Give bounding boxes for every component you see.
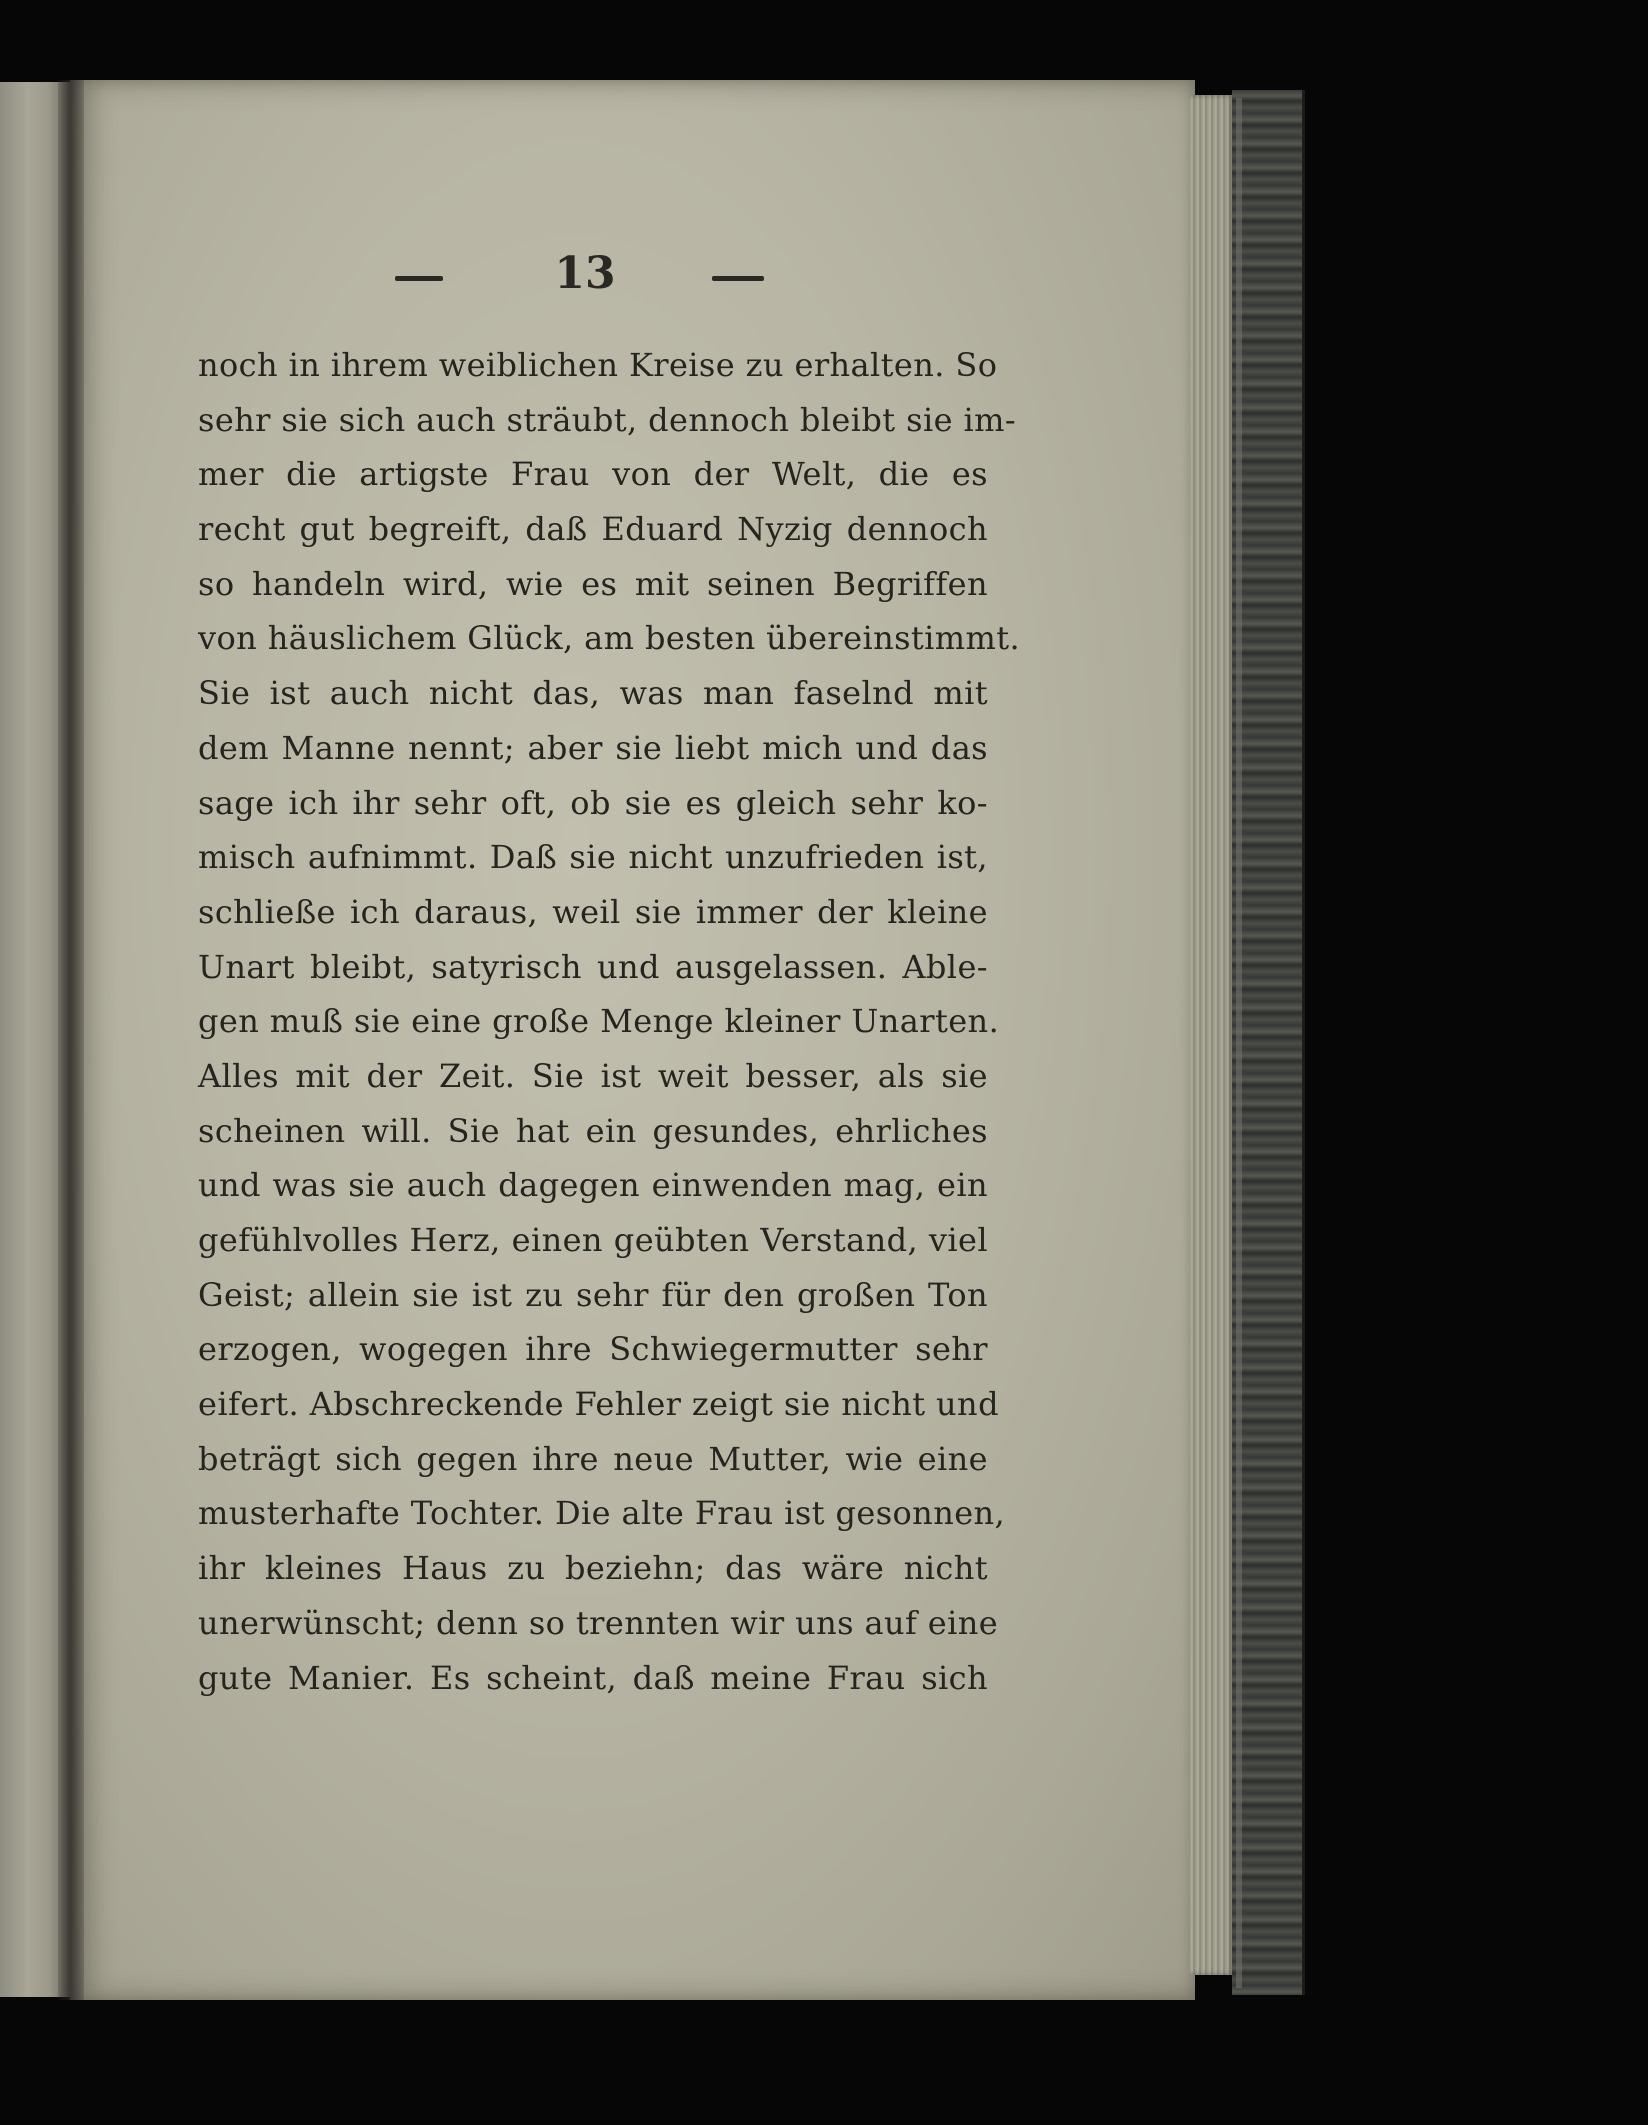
text-line: noch in ihrem weiblichen Kreise zu erhalten. So: [198, 346, 998, 384]
text-line: gefühlvolles Herz, einen geübten Verstand, viel: [198, 1221, 988, 1259]
text-line: Unart bleibt, satyrisch und ausgelassen. Able-: [198, 947, 988, 986]
running-header: [0, 248, 1648, 308]
text-line: von häuslichem Glück, am besten übereinstimmt.: [198, 619, 1021, 658]
text-line: misch aufnimmt. Daß sie nicht unzufrieden ist,: [198, 838, 988, 877]
text-line: gen muß sie eine große Menge kleiner Unarten.: [198, 1002, 1000, 1041]
text-line: so handeln wird, wie es mit seinen Begriffen: [198, 564, 988, 603]
body-text: [198, 338, 1021, 1705]
text-line: Alles mit der Zeit. Sie ist weit besser, als sie: [198, 1056, 988, 1095]
text-line: schließe ich daraus, weil sie immer der kleine: [198, 892, 988, 931]
text-line: mer die artigste Frau von der Welt, die es: [198, 455, 988, 494]
text-line: ihr kleines Haus zu beziehn; das wäre nicht: [198, 1549, 988, 1588]
text-line: Geist; allein sie ist zu sehr für den großen Ton: [198, 1275, 988, 1314]
text-line: erzogen, wogegen ihre Schwiegermutter sehr: [198, 1330, 988, 1369]
page-number: 13: [554, 248, 616, 299]
page-edges: [1190, 95, 1235, 1975]
cover-edge: [1236, 98, 1242, 1988]
text-line: recht gut begreift, daß Eduard Nyzig dennoch: [198, 510, 988, 549]
text-line: dem Manne nennt; aber sie liebt mich und das: [198, 728, 988, 767]
book-gutter: [58, 80, 84, 2000]
text-line: sage ich ihr sehr oft, ob sie es gleich sehr ko-: [198, 783, 988, 822]
text-line: musterhafte Tochter. Die alte Frau ist gesonnen,: [198, 1494, 1006, 1533]
text-line: eifert. Abschreckende Fehler zeigt sie nicht und: [198, 1385, 999, 1424]
text-line: beträgt sich gegen ihre neue Mutter, wie eine: [198, 1439, 988, 1478]
text-line: Sie ist auch nicht das, was man faselnd mit: [198, 674, 988, 713]
book-cover: [1232, 90, 1305, 1995]
text-line: sehr sie sich auch sträubt, dennoch bleibt sie im-: [198, 400, 1017, 439]
header-dash-left: [395, 276, 443, 281]
text-line: scheinen will. Sie hat ein gesundes, ehrliches: [198, 1111, 988, 1150]
text-line: und was sie auch dagegen einwenden mag, ein: [198, 1166, 988, 1205]
text-line: gute Manier. Es scheint, daß meine Frau sich: [198, 1658, 988, 1697]
header-dash-right: [712, 276, 764, 281]
text-line: unerwünscht; denn so trennten wir uns auf eine: [198, 1603, 999, 1642]
